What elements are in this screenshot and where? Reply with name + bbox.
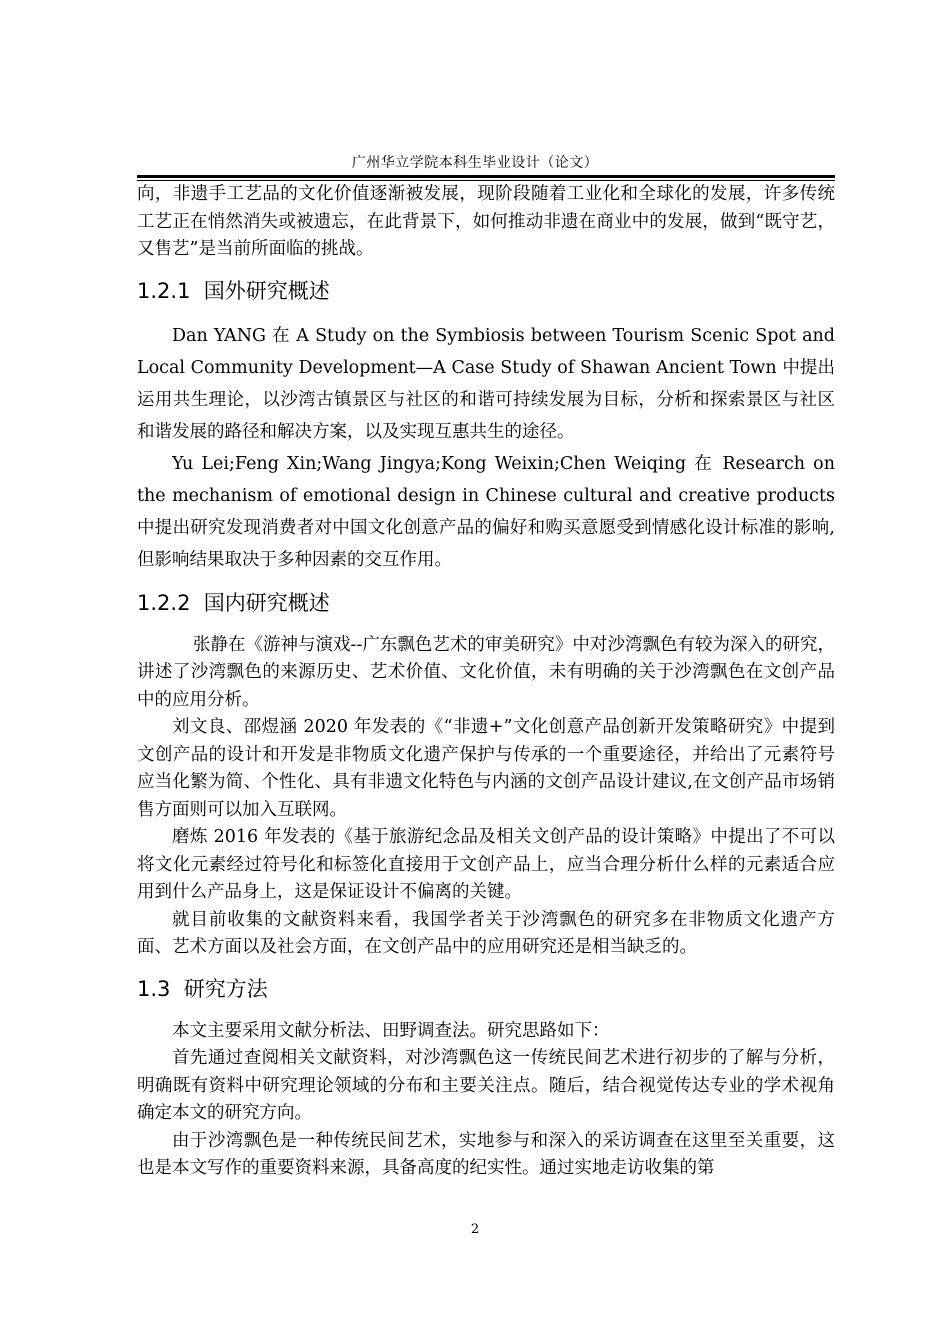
- header-rule-thick: [137, 175, 835, 178]
- paragraph-liu-wenliang: 刘文良、邵煜涵 2020 年发表的《“非遗+”文化创意产品创新开发策略研究》中提到文创产品的设计和开发是非物质文化遗产保护与传承的一个重要途径，并给出了元素符号应当化繁为简、个性化、具有非遗文化特色与内涵的文创产品设计建议,在文创产品市场销售方面则可以加入互联网。: [137, 717, 835, 820]
- paragraph-yu-lei: Yu Lei;Feng Xin;Wang Jingya;Kong Weixin;Chen Weiqing 在 Research on the mechanism of emotional design in Chinese cultural and creative products 中提出研究发现消费者对中国文化创意产品的偏好和购买意愿受到情感化设计标准的影响,但影响结果取决于多种因素的交互作用。: [137, 453, 835, 570]
- section-heading-1-2-1: 1.2.1 国外研究概述: [137, 278, 330, 303]
- page-body: [137, 181, 835, 1183]
- page-number: 2: [470, 1222, 480, 1237]
- paragraph-mo-lian: 磨炼 2016 年发表的《基于旅游纪念品及相关文创产品的设计策略》中提出了不可以将文化元素经过符号化和标签化直接用于文创产品上，应当合理分析什么样的元素适合应用到什么产品身上，这是保证设计不偏离的关键。: [137, 827, 835, 902]
- intro-paragraph: 向，非遗手工艺品的文化价值逐渐被发展，现阶段随着工业化和全球化的发展，许多传统工艺正在悄然消失或被遗忘，在此背景下，如何推动非遗在商业中的发展，做到“既守艺，又售艺”是当前所面临的挑战。: [137, 184, 835, 259]
- section-heading-1-3: 1.3 研究方法: [137, 976, 268, 1001]
- page-header: 广州华立学院本科生毕业设计（论文）: [351, 155, 599, 171]
- paragraph-dan-yang: Dan YANG 在 A Study on the Symbiosis between Tourism Scenic Spot and Local Community Development—A Case Study of Shawan Ancient Town 中提出运用共生理论，以沙湾古镇景区与社区的和谐可持续发展为目标，分析和探索景区与社区和谐发展的路径和解决方案，以及实现互惠共生的途径。: [137, 325, 835, 442]
- section-heading-1-2-2: 1.2.2 国内研究概述: [137, 590, 330, 615]
- paragraph-zhang-jing: 张静在《游神与演戏--广东飘色艺术的审美研究》中对沙湾飘色有较为深入的研究，讲述了沙湾飘色的来源历史、艺术价值、文化价值，未有明确的关于沙湾飘色在文创产品中的应用分析。: [137, 634, 835, 710]
- paragraph-methods-intro: 本文主要采用文献分析法、田野调查法。研究思路如下：: [172, 1020, 610, 1041]
- paragraph-literature-review: 首先通过查阅相关文献资料，对沙湾飘色这一传统民间艺术进行初步的了解与分析，明确既有资料中研究理论领域的分布和主要关注点。随后，结合视觉传达专业的学术视角确定本文的研究方向。: [137, 1048, 835, 1123]
- paragraph-field-research: 由于沙湾飘色是一种传统民间艺术，实地参与和深入的采访调查在这里至关重要，这也是本文写作的重要资料来源，具备高度的纪实性。通过实地走访收集的第: [137, 1130, 835, 1178]
- paragraph-summary: 就目前收集的文献资料来看，我国学者关于沙湾飘色的研究多在非物质文化遗产方面、艺术方面以及社会方面，在文创产品中的应用研究还是相当缺乏的。: [137, 909, 835, 957]
